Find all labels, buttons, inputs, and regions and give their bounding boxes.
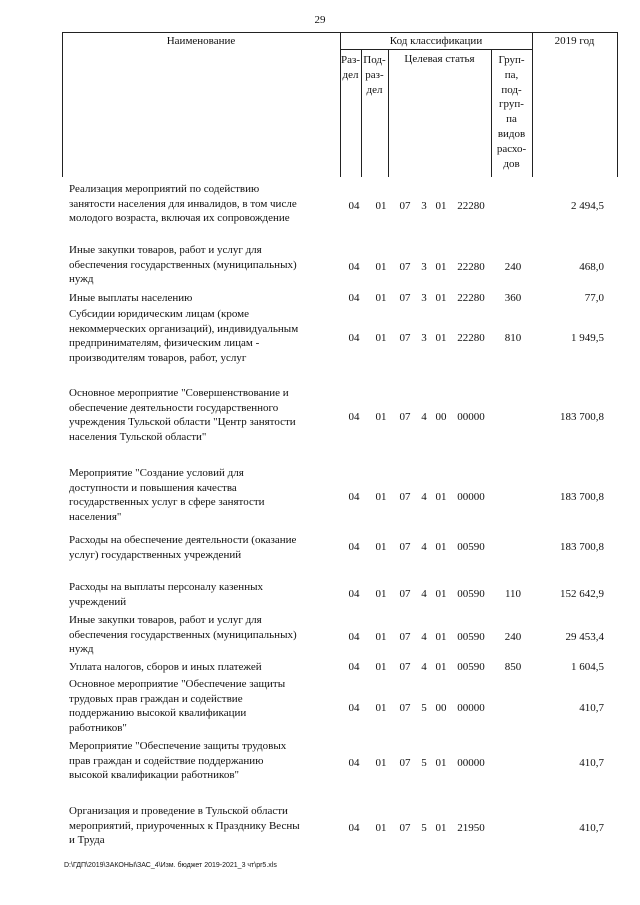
- cell-t3: 01: [435, 199, 447, 212]
- cell-t1: 07: [399, 199, 411, 212]
- row-name-line: обеспечение деятельности государственного: [69, 401, 279, 414]
- row-name: [69, 660, 337, 675]
- cell-t4: 00590: [457, 541, 485, 554]
- row-name-line: населения": [69, 510, 122, 523]
- cell-v: 1 604,5: [571, 661, 604, 673]
- row-name-line: учреждения Тульской области "Центр занятости: [69, 416, 296, 428]
- header-subsection: Под- раз- дел: [363, 54, 386, 96]
- cell-v: 183 700,8: [560, 541, 604, 554]
- row-name-line: мероприятий, приуроченных к Празднику Весны: [69, 819, 300, 832]
- cell-v: 29 453,4: [565, 630, 604, 643]
- cell-t2: 3: [421, 331, 427, 344]
- row-name: [69, 580, 337, 609]
- row-name-line: Расходы на обеспечение деятельности (оказание: [69, 534, 297, 546]
- cell-t1: 07: [399, 410, 411, 423]
- row-name-line: молодого возраста, включая их сопровождение: [69, 212, 290, 224]
- row-name-line: доступности и повышения качества: [69, 481, 237, 494]
- cell-g: 360: [504, 292, 522, 304]
- cell-t1: 07: [399, 821, 411, 834]
- row-name-line: обеспечения государственных (муниципальных): [69, 258, 297, 271]
- row-name-line: Иные закупки товаров, работ и услуг для: [69, 244, 262, 256]
- cell-r: 04: [348, 756, 360, 769]
- cell-t1: 07: [399, 331, 411, 344]
- header-name: Наименование: [166, 35, 236, 47]
- cell-v: 410,7: [579, 701, 604, 714]
- cell-t4: 22280: [457, 292, 485, 304]
- cell-t4: 00590: [457, 588, 485, 601]
- cell-t2: 4: [421, 410, 427, 423]
- cell-t3: 01: [435, 661, 447, 673]
- cell-t4: 00590: [457, 661, 485, 673]
- cell-g: 240: [504, 260, 522, 273]
- row-name-line: работников": [69, 721, 127, 734]
- cell-t2: 3: [421, 199, 427, 212]
- file-path: D:\ГДП\2019\ЗАКОНЫ\ЗАС_4\Изм. бюджет 2019-2021_3 чт\pr5.xls: [64, 862, 277, 869]
- page-number: 29: [314, 14, 326, 26]
- row-name-line: Реализация мероприятий по содействию: [69, 183, 260, 195]
- row-name-line: занятости населения для инвалидов, в том числе: [69, 197, 297, 210]
- cell-p: 01: [375, 821, 387, 834]
- cell-r: 04: [348, 490, 360, 503]
- cell-p: 01: [375, 410, 387, 423]
- cell-t1: 07: [399, 630, 411, 643]
- row-name-line: Организация и проведение в Тульской области: [69, 805, 288, 817]
- row-name-line: нужд: [69, 643, 94, 655]
- row-name-line: населения Тульской области": [69, 430, 207, 443]
- cell-t2: 5: [421, 701, 427, 714]
- cell-p: 01: [375, 260, 387, 273]
- cell-t3: 01: [435, 331, 447, 344]
- cell-t4: 22280: [457, 331, 485, 344]
- row-name-line: Основное мероприятие "Совершенствование и: [69, 387, 289, 399]
- row-name-line: поддержанию высокой квалификации: [69, 707, 247, 719]
- cell-v: 152 642,9: [560, 588, 604, 601]
- row-name: [69, 804, 337, 848]
- cell-t1: 07: [399, 701, 411, 714]
- row-name-line: обеспечения государственных (муниципальных): [69, 628, 297, 641]
- cell-t1: 07: [399, 588, 411, 601]
- row-name: [69, 386, 337, 444]
- cell-t3: 01: [435, 588, 447, 601]
- cell-t2: 4: [421, 588, 427, 601]
- cell-r: 04: [348, 199, 360, 212]
- cell-t3: 01: [435, 490, 447, 503]
- cell-t1: 07: [399, 541, 411, 554]
- row-name-line: Уплата налогов, сборов и иных платежей: [69, 661, 262, 673]
- cell-t2: 4: [421, 541, 427, 554]
- row-name-line: Основное мероприятие "Обеспечение защиты: [69, 678, 286, 690]
- cell-g: 850: [504, 661, 522, 673]
- row-name-line: Расходы на выплаты персоналу казенных: [69, 581, 263, 593]
- row-name: [69, 533, 337, 562]
- row-name: [69, 182, 337, 226]
- row-name-line: предпринимателям, физическим лицам -: [69, 337, 260, 349]
- cell-p: 01: [375, 756, 387, 769]
- cell-t2: 3: [421, 292, 427, 304]
- row-name-line: услуг) государственных учреждений: [69, 548, 242, 561]
- cell-r: 04: [348, 630, 360, 643]
- cell-t4: 00000: [457, 410, 485, 423]
- cell-t3: 01: [435, 756, 447, 769]
- row-name-line: производителям товаров, работ, услуг: [69, 351, 247, 364]
- header-group: Груп- па, под- груп- па видов расхо- дов: [496, 54, 527, 170]
- cell-t1: 07: [399, 756, 411, 769]
- header-target-item: Целевая статья: [404, 53, 475, 65]
- cell-t2: 5: [421, 821, 427, 834]
- cell-t4: 21950: [457, 821, 485, 834]
- cell-t1: 07: [399, 490, 411, 503]
- row-name-line: высокой квалификации работников": [69, 769, 240, 781]
- cell-v: 77,0: [584, 292, 604, 304]
- cell-p: 01: [375, 331, 387, 344]
- row-name-line: некоммерческих организаций), индивидуальным: [69, 322, 299, 335]
- cell-g: 240: [504, 630, 522, 643]
- cell-g: 810: [504, 331, 522, 344]
- row-name-line: и Труда: [69, 834, 105, 846]
- cell-v: 410,7: [579, 821, 604, 834]
- cell-t4: 00000: [457, 701, 485, 714]
- cell-t4: 00590: [457, 630, 485, 643]
- cell-t4: 22280: [457, 199, 485, 212]
- cell-t2: 4: [421, 630, 427, 643]
- cell-p: 01: [375, 292, 387, 304]
- cell-t2: 3: [421, 260, 427, 273]
- cell-t3: 01: [435, 630, 447, 643]
- row-name: [69, 739, 337, 783]
- cell-v: 183 700,8: [560, 410, 604, 423]
- cell-v: 468,0: [579, 260, 604, 273]
- cell-t3: 01: [435, 821, 447, 834]
- row-name: [69, 307, 337, 365]
- cell-r: 04: [348, 331, 360, 344]
- cell-r: 04: [348, 701, 360, 714]
- cell-r: 04: [348, 410, 360, 423]
- cell-r: 04: [348, 821, 360, 834]
- row-name-line: Мероприятие "Обеспечение защиты трудовых: [69, 740, 287, 752]
- cell-v: 410,7: [579, 756, 604, 769]
- cell-t4: 00000: [457, 490, 485, 503]
- cell-g: 110: [504, 588, 522, 601]
- cell-t3: 01: [435, 541, 447, 554]
- row-name-line: учреждений: [69, 595, 127, 608]
- cell-p: 01: [375, 588, 387, 601]
- cell-t4: 00000: [457, 756, 485, 769]
- cell-r: 04: [348, 292, 360, 304]
- cell-r: 04: [348, 588, 360, 601]
- cell-p: 01: [375, 630, 387, 643]
- cell-p: 01: [375, 199, 387, 212]
- row-name: [69, 291, 337, 306]
- row-name-line: трудовых прав граждан и содействие: [69, 692, 243, 705]
- row-name-line: прав граждан и содействие поддержанию: [69, 754, 264, 767]
- cell-v: 183 700,8: [560, 490, 604, 503]
- row-name-line: Субсидии юридическим лицам (кроме: [69, 308, 250, 320]
- cell-r: 04: [348, 260, 360, 273]
- row-name: [69, 243, 337, 287]
- cell-v: 1 949,5: [571, 331, 604, 344]
- cell-t3: 00: [435, 410, 447, 423]
- cell-t4: 22280: [457, 260, 485, 273]
- cell-t1: 07: [399, 260, 411, 273]
- row-name-line: нужд: [69, 273, 94, 285]
- cell-t1: 07: [399, 292, 411, 304]
- cell-t3: 01: [435, 292, 447, 304]
- cell-t2: 5: [421, 756, 427, 769]
- row-name-line: государственных услуг в сфере занятости: [69, 496, 265, 508]
- cell-t3: 00: [435, 701, 447, 714]
- row-name: [69, 677, 337, 735]
- row-name: [69, 613, 337, 657]
- header-section: Раз- дел: [340, 54, 360, 81]
- row-name: [69, 466, 337, 524]
- header-code-group: Код классификации: [389, 35, 483, 47]
- row-name-line: Иные закупки товаров, работ и услуг для: [69, 614, 262, 626]
- table-header: [62, 32, 618, 177]
- row-name-line: Мероприятие "Создание условий для: [69, 467, 244, 479]
- cell-t2: 4: [421, 661, 427, 673]
- cell-p: 01: [375, 661, 387, 673]
- cell-p: 01: [375, 490, 387, 503]
- cell-r: 04: [348, 661, 360, 673]
- cell-p: 01: [375, 701, 387, 714]
- cell-v: 2 494,5: [571, 199, 604, 212]
- header-year: 2019 год: [554, 35, 595, 47]
- cell-t1: 07: [399, 661, 411, 673]
- cell-t2: 4: [421, 490, 427, 503]
- row-name-line: Иные выплаты населению: [69, 292, 193, 304]
- cell-r: 04: [348, 541, 360, 554]
- cell-p: 01: [375, 541, 387, 554]
- cell-t3: 01: [435, 260, 447, 273]
